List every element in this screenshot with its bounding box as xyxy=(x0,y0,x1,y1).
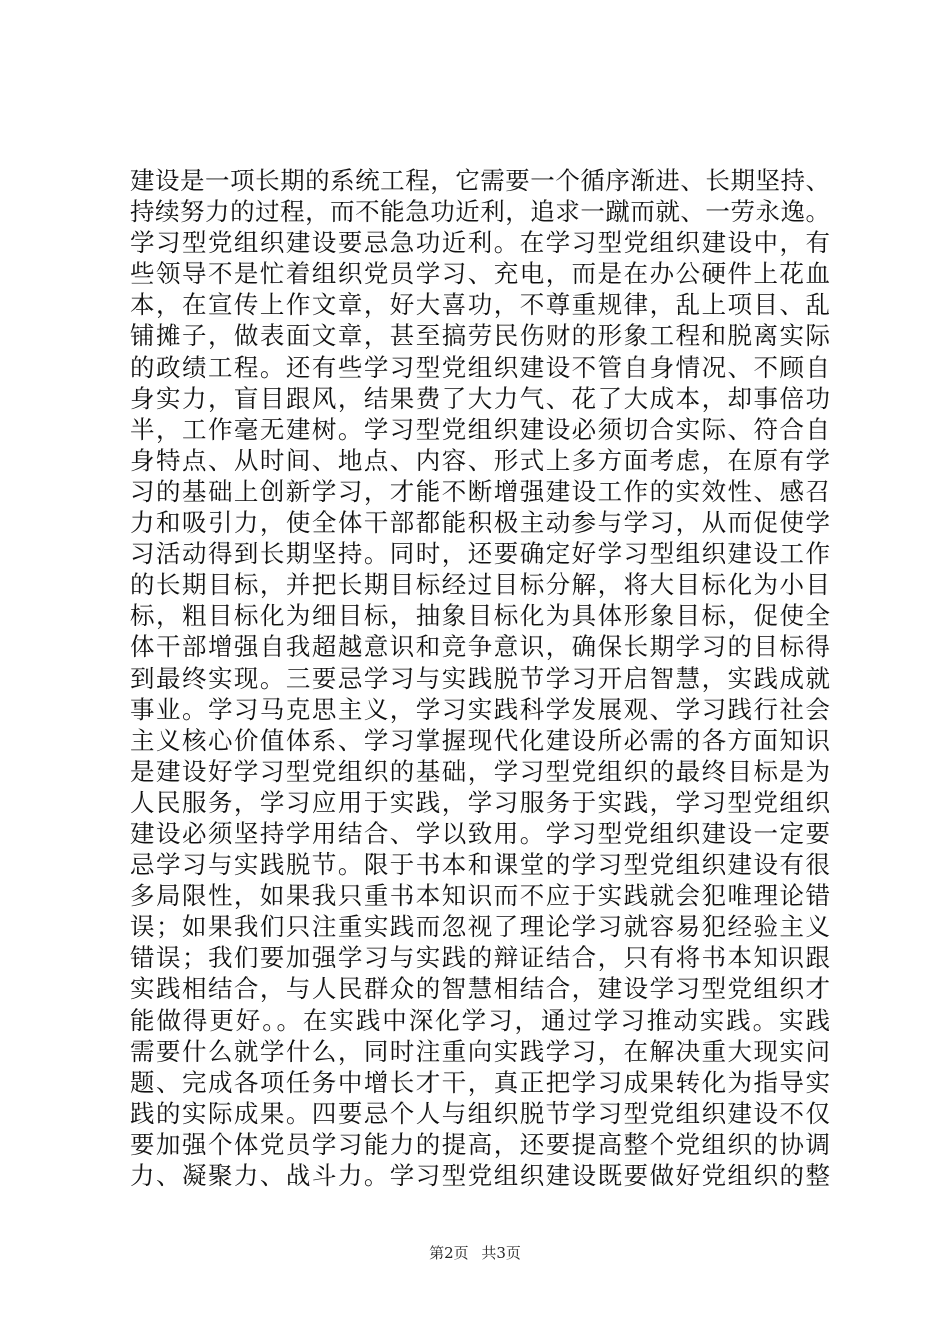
text-line: 践的实际成果。四要忌个人与组织脱节学习型党组织建设不仅 xyxy=(130,1098,830,1128)
page-number: 第2页 xyxy=(429,1244,469,1262)
text-line: 学习型党组织建设要忌急功近利。在学习型党组织建设中，有 xyxy=(130,228,830,258)
text-line: 误；如果我们只注重实践而忽视了理论学习就容易犯经验主义 xyxy=(130,912,830,942)
text-line: 力和吸引力，使全体干部都能积极主动参与学习，从而促使学 xyxy=(130,508,830,538)
text-line: 习的基础上创新学习，才能不断增强建设工作的实效性、感召 xyxy=(130,476,830,506)
text-line: 多局限性，如果我只重书本知识而不应于实践就会犯唯理论错 xyxy=(130,881,830,911)
text-line: 铺摊子，做表面文章，甚至搞劳民伤财的形象工程和脱离实际 xyxy=(130,321,830,351)
text-line: 习活动得到长期坚持。同时，还要确定好学习型组织建设工作 xyxy=(130,539,830,569)
page-total: 共3页 xyxy=(481,1244,521,1262)
text-line: 建设必须坚持学用结合、学以致用。学习型党组织建设一定要 xyxy=(130,818,830,848)
text-line: 身实力，盲目跟风，结果费了大力气、花了大成本，却事倍功 xyxy=(130,383,830,413)
body-text xyxy=(130,165,830,1191)
text-line: 主义核心价值体系、学习掌握现代化建设所必需的各方面知识 xyxy=(130,725,830,755)
text-line: 持续努力的过程，而不能急功近利，追求一蹴而就、一劳永逸。 xyxy=(130,197,830,227)
text-line: 要加强个体党员学习能力的提高，还要提高整个党组织的协调 xyxy=(130,1129,830,1159)
text-line: 错误；我们要加强学习与实践的辩证结合，只有将书本知识跟 xyxy=(130,943,830,973)
text-line: 能做得更好。。在实践中深化学习，通过学习推动实践。实践 xyxy=(130,1005,830,1035)
text-line: 是建设好学习型党组织的基础，学习型党组织的最终目标是为 xyxy=(130,756,830,786)
text-line: 事业。学习马克思主义，学习实践科学发展观、学习践行社会 xyxy=(130,694,830,724)
text-line: 本，在宣传上作文章，好大喜功，不尊重规律，乱上项目、乱 xyxy=(130,290,830,320)
text-line: 建设是一项长期的系统工程，它需要一个循序渐进、长期坚持、 xyxy=(130,166,830,195)
text-line: 的政绩工程。还有些学习型党组织建设不管自身情况、不顾自 xyxy=(130,352,830,382)
text-line: 的长期目标，并把长期目标经过目标分解，将大目标化为小目 xyxy=(130,570,830,600)
text-line: 需要什么就学什么，同时注重向实践学习，在解决重大现实问 xyxy=(130,1036,830,1066)
text-line: 标，粗目标化为细目标，抽象目标化为具体形象目标，促使全 xyxy=(130,601,830,631)
text-line: 题、完成各项任务中增长才干，真正把学习成果转化为指导实 xyxy=(130,1067,830,1097)
text-line: 力、凝聚力、战斗力。学习型党组织建设既要做好党组织的整 xyxy=(130,1161,830,1190)
text-line: 些领导不是忙着组织党员学习、充电，而是在办公硬件上花血 xyxy=(130,259,830,289)
text-line: 人民服务，学习应用于实践，学习服务于实践，学习型党组织 xyxy=(130,787,830,817)
page-footer xyxy=(0,1243,950,1263)
text-line: 实践相结合，与人民群众的智慧相结合，建设学习型党组织才 xyxy=(130,974,830,1004)
text-line: 身特点、从时间、地点、内容、形式上多方面考虑，在原有学 xyxy=(130,445,830,475)
text-line: 体干部增强自我超越意识和竞争意识，确保长期学习的目标得 xyxy=(130,632,830,662)
text-line: 半，工作毫无建树。学习型党组织建设必须切合实际、符合自 xyxy=(130,414,830,444)
text-line: 忌学习与实践脱节。限于书本和课堂的学习型党组织建设有很 xyxy=(130,850,830,880)
text-line: 到最终实现。三要忌学习与实践脱节学习开启智慧，实践成就 xyxy=(130,663,830,693)
